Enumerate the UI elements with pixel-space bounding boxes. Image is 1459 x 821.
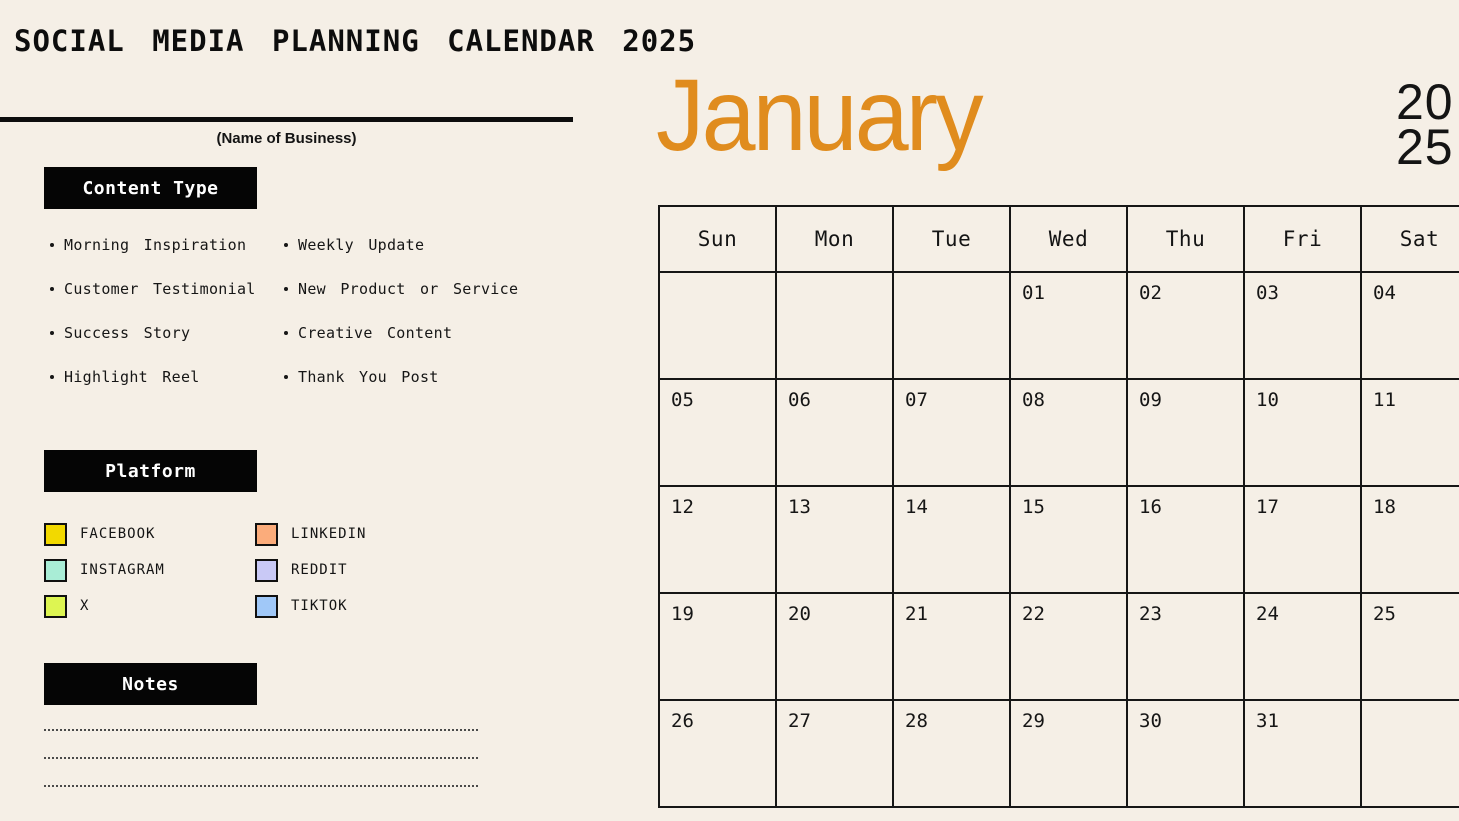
calendar-cell[interactable] xyxy=(660,273,777,380)
year-line-top: 20 xyxy=(1396,74,1454,130)
content-type-item xyxy=(284,235,424,255)
day-header-thu: Thu xyxy=(1128,207,1245,273)
tiktok-color-swatch xyxy=(255,595,278,618)
platform-legend-item xyxy=(44,558,165,582)
calendar-cell[interactable]: 10 xyxy=(1245,380,1362,487)
calendar-cell[interactable]: 27 xyxy=(777,701,894,808)
platform-label: X xyxy=(80,598,90,614)
content-type-label: Customer Testimonial xyxy=(64,280,256,298)
calendar-cell[interactable]: 24 xyxy=(1245,594,1362,701)
calendar-cell[interactable]: 03 xyxy=(1245,273,1362,380)
content-type-item xyxy=(284,279,518,299)
content-type-item xyxy=(50,279,256,299)
calendar-cell[interactable]: 12 xyxy=(660,487,777,594)
calendar-cell[interactable] xyxy=(777,273,894,380)
instagram-color-swatch xyxy=(44,559,67,582)
notes-line[interactable] xyxy=(44,757,478,759)
calendar-cell[interactable]: 16 xyxy=(1128,487,1245,594)
content-type-label: Success Story xyxy=(64,324,191,342)
platform-label: LINKEDIN xyxy=(291,526,367,542)
bullet-icon xyxy=(284,331,288,335)
content-type-label: Highlight Reel xyxy=(64,368,200,386)
platform-label: TIKTOK xyxy=(291,598,348,614)
content-type-heading: Content Type xyxy=(44,167,257,209)
calendar-cell[interactable] xyxy=(1362,701,1459,808)
content-type-label: New Product or Service xyxy=(298,280,519,298)
calendar-cell[interactable]: 22 xyxy=(1011,594,1128,701)
calendar-cell[interactable]: 07 xyxy=(894,380,1011,487)
bullet-icon xyxy=(284,243,288,247)
year-line-bottom: 25 xyxy=(1396,119,1454,175)
platform-legend-item xyxy=(44,522,155,546)
content-type-item xyxy=(50,235,246,255)
page-title: SOCIAL MEDIA PLANNING CALENDAR 2025 xyxy=(14,24,697,58)
calendar-cell[interactable]: 23 xyxy=(1128,594,1245,701)
day-header-mon: Mon xyxy=(777,207,894,273)
calendar-cell[interactable]: 31 xyxy=(1245,701,1362,808)
calendar-cell[interactable]: 05 xyxy=(660,380,777,487)
calendar-cell[interactable]: 25 xyxy=(1362,594,1459,701)
notes-line[interactable] xyxy=(44,729,478,731)
content-type-item xyxy=(50,367,200,387)
calendar-cell[interactable]: 01 xyxy=(1011,273,1128,380)
month-title: January xyxy=(656,58,981,172)
year-label xyxy=(1396,74,1454,175)
calendar-cell[interactable]: 13 xyxy=(777,487,894,594)
bullet-icon xyxy=(50,243,54,247)
calendar-cell[interactable]: 06 xyxy=(777,380,894,487)
calendar-cell[interactable]: 28 xyxy=(894,701,1011,808)
platform-legend-item xyxy=(255,594,348,618)
bullet-icon xyxy=(50,375,54,379)
calendar-cell[interactable]: 29 xyxy=(1011,701,1128,808)
calendar-cell[interactable] xyxy=(894,273,1011,380)
day-header-sun: Sun xyxy=(660,207,777,273)
content-type-item xyxy=(50,323,190,343)
platform-label: INSTAGRAM xyxy=(80,562,165,578)
content-type-item xyxy=(284,367,439,387)
calendar-grid xyxy=(658,205,1459,808)
facebook-color-swatch xyxy=(44,523,67,546)
calendar-cell[interactable]: 26 xyxy=(660,701,777,808)
day-header-wed: Wed xyxy=(1011,207,1128,273)
x-color-swatch xyxy=(44,595,67,618)
linkedin-color-swatch xyxy=(255,523,278,546)
content-type-label: Creative Content xyxy=(298,324,453,342)
day-header-tue: Tue xyxy=(894,207,1011,273)
content-type-label: Morning Inspiration xyxy=(64,236,247,254)
platform-label: REDDIT xyxy=(291,562,348,578)
calendar-cell[interactable]: 19 xyxy=(660,594,777,701)
calendar-cell[interactable]: 11 xyxy=(1362,380,1459,487)
calendar-cell[interactable]: 15 xyxy=(1011,487,1128,594)
calendar-cell[interactable]: 14 xyxy=(894,487,1011,594)
platform-heading: Platform xyxy=(44,450,257,492)
notes-line[interactable] xyxy=(44,785,478,787)
platform-label: FACEBOOK xyxy=(80,526,156,542)
bullet-icon xyxy=(50,287,54,291)
calendar-cell[interactable]: 04 xyxy=(1362,273,1459,380)
platform-legend-item xyxy=(44,594,89,618)
day-header-fri: Fri xyxy=(1245,207,1362,273)
day-header-sat: Sat xyxy=(1362,207,1459,273)
platform-legend-item xyxy=(255,558,348,582)
business-name-label: (Name of Business) xyxy=(216,130,357,147)
bullet-icon xyxy=(50,331,54,335)
calendar-cell[interactable]: 30 xyxy=(1128,701,1245,808)
notes-heading: Notes xyxy=(44,663,257,705)
business-name-rule xyxy=(0,117,573,122)
calendar-cell[interactable]: 09 xyxy=(1128,380,1245,487)
calendar-cell[interactable]: 20 xyxy=(777,594,894,701)
calendar-cell[interactable]: 02 xyxy=(1128,273,1245,380)
platform-legend-item xyxy=(255,522,366,546)
calendar-cell[interactable]: 08 xyxy=(1011,380,1128,487)
content-type-label: Weekly Update xyxy=(298,236,425,254)
calendar-cell[interactable]: 18 xyxy=(1362,487,1459,594)
content-type-label: Thank You Post xyxy=(298,368,439,386)
calendar-cell[interactable]: 21 xyxy=(894,594,1011,701)
bullet-icon xyxy=(284,375,288,379)
calendar-cell[interactable]: 17 xyxy=(1245,487,1362,594)
content-type-item xyxy=(284,323,452,343)
bullet-icon xyxy=(284,287,288,291)
reddit-color-swatch xyxy=(255,559,278,582)
